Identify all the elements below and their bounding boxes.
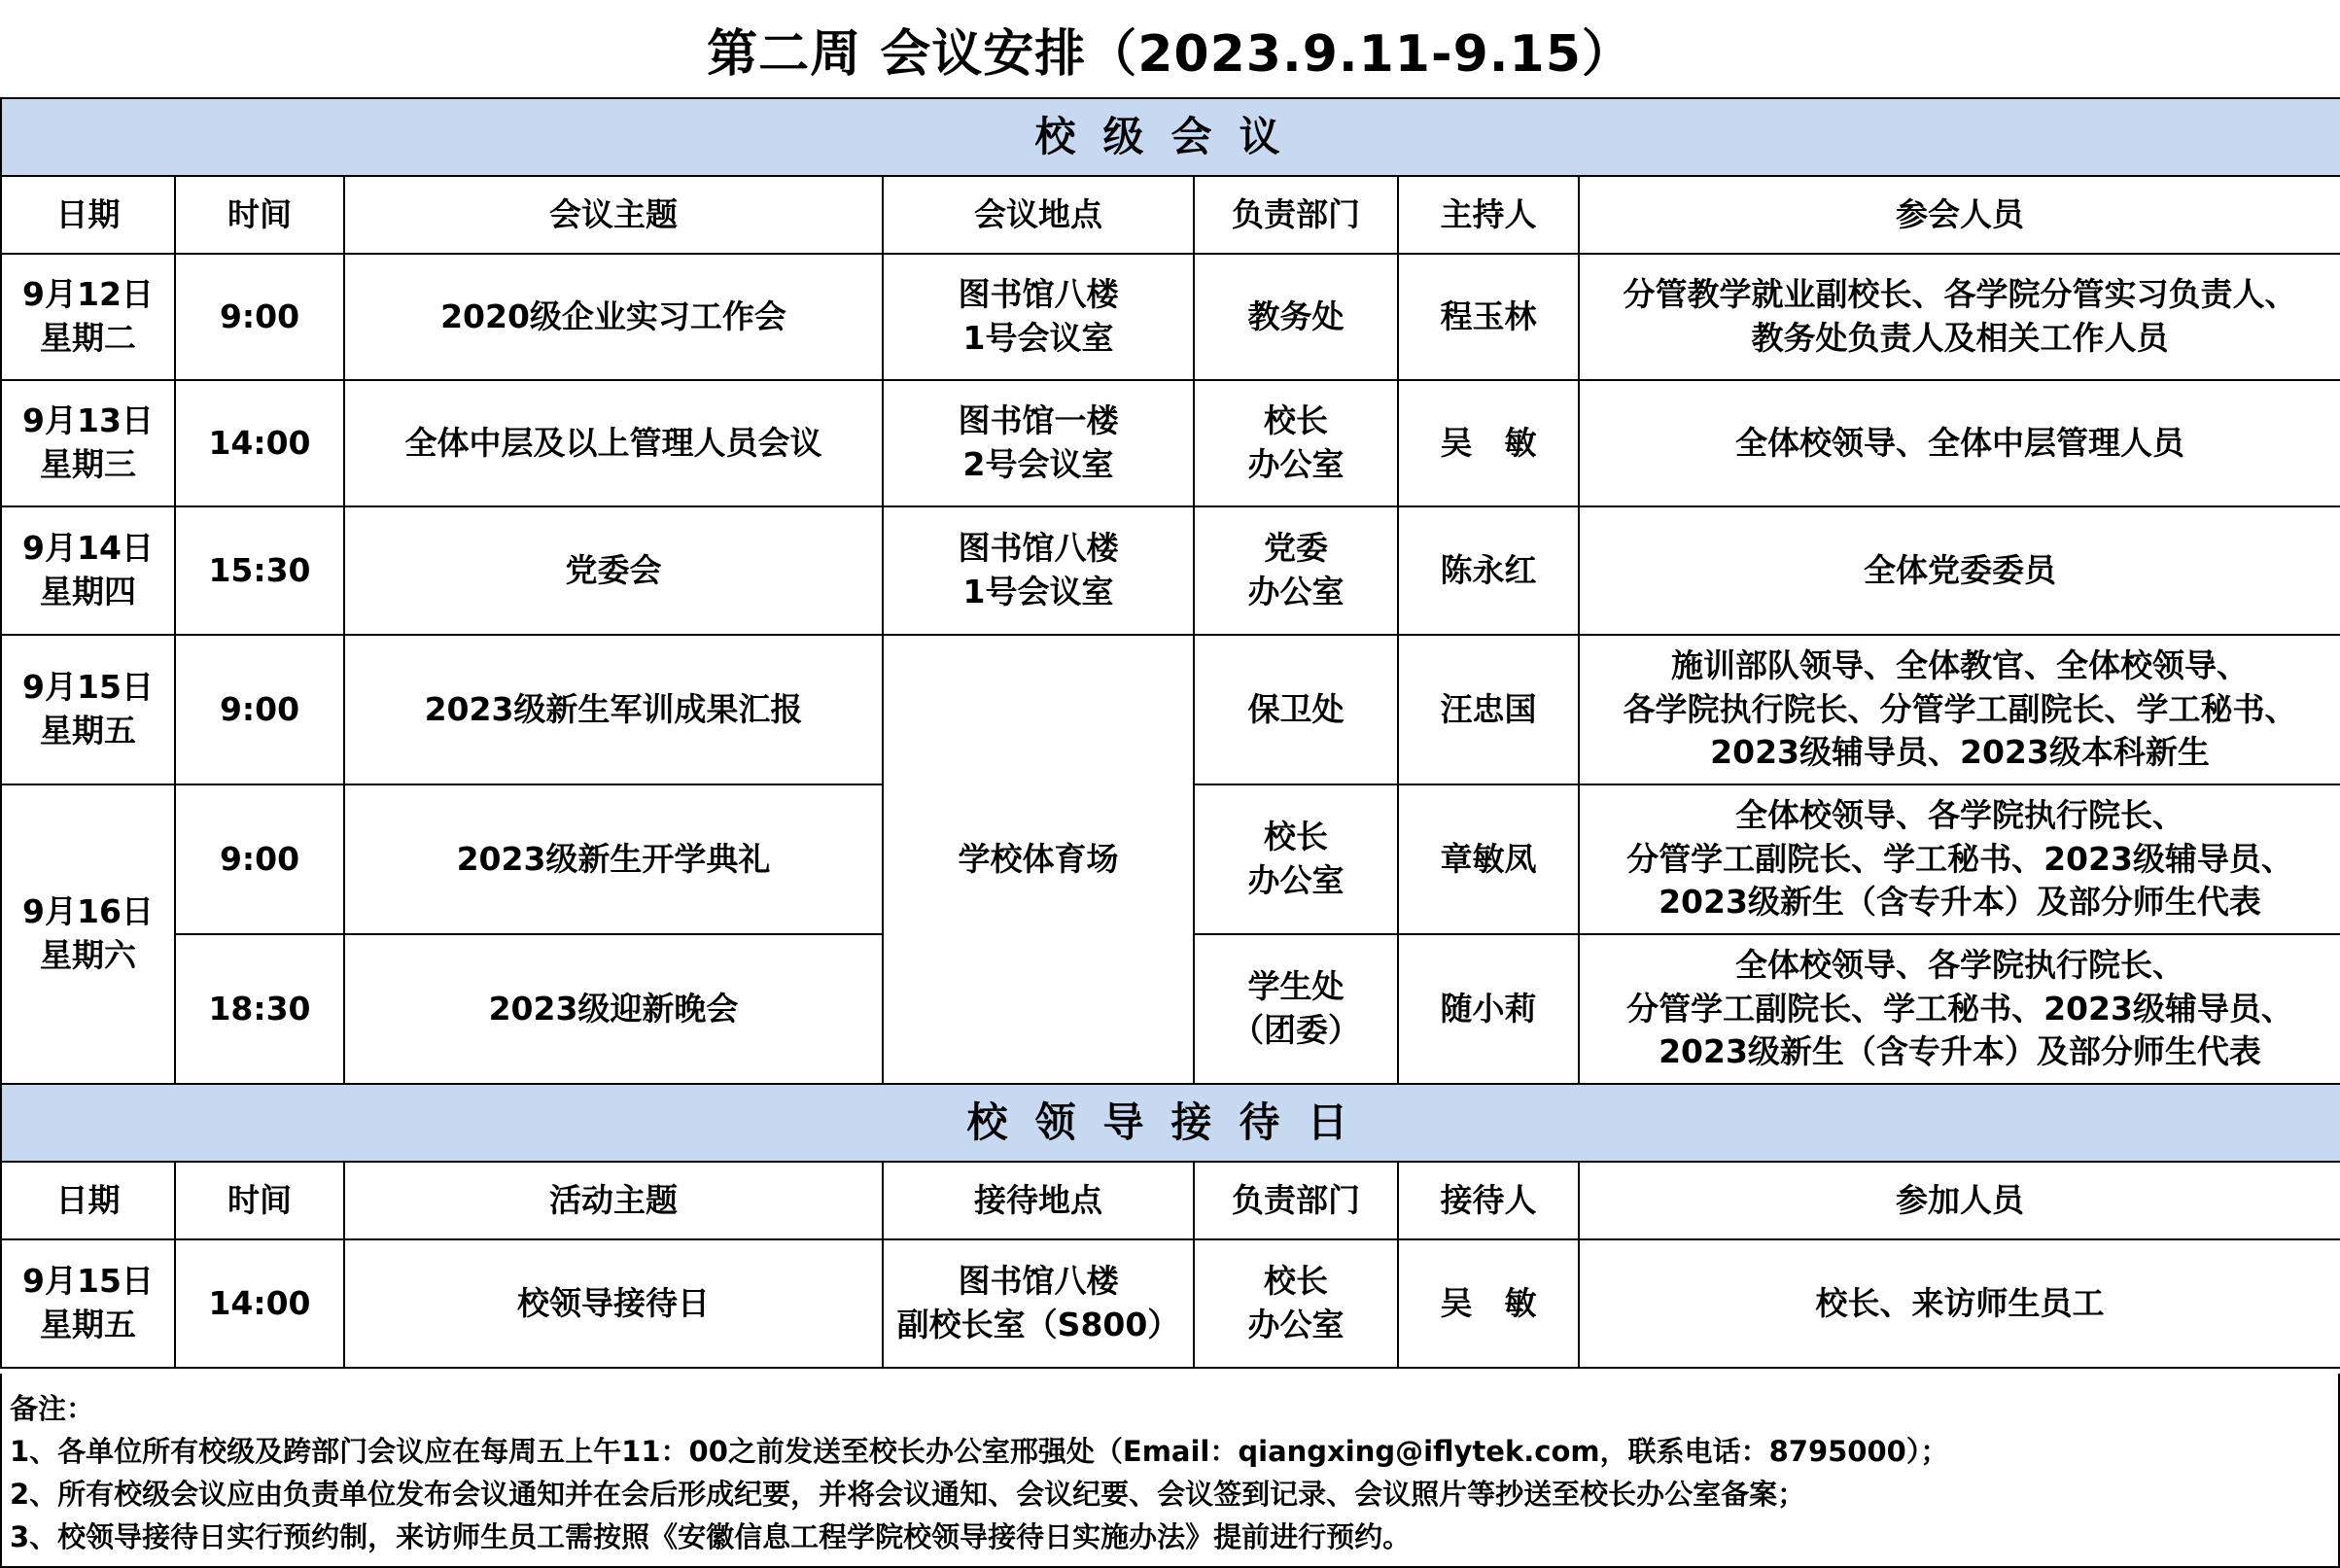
dept-cell: 学生处 （团委） (1194, 934, 1398, 1084)
host-cell: 陈永红 (1398, 506, 1579, 635)
column-header: 参会人员 (1579, 176, 2340, 254)
table-row (1, 1239, 2340, 1368)
topic-cell: 全体中层及以上管理人员会议 (344, 380, 883, 506)
time-cell: 18:30 (175, 934, 344, 1084)
column-header: 参加人员 (1579, 1162, 2340, 1239)
column-header: 时间 (175, 1162, 344, 1239)
column-header: 日期 (1, 176, 175, 254)
note-item: 2、所有校级会议应由负责单位发布会议通知并在会后形成纪要，并将会议通知、会议纪要、会议签到记录、会议照片等抄送至校长办公室备案； (10, 1478, 1806, 1511)
note-item: 3、校领导接待日实行预约制，来访师生员工需按照《安徽信息工程学院校领导接待日实施办法》提前进行预约。 (10, 1520, 1412, 1553)
dept-cell: 党委 办公室 (1194, 506, 1398, 635)
host-cell: 吴 敏 (1398, 380, 1579, 506)
schedule-table (0, 97, 2340, 1369)
column-header: 会议主题 (344, 176, 883, 254)
host-cell: 吴 敏 (1398, 1239, 1579, 1368)
host-cell: 随小莉 (1398, 934, 1579, 1084)
dept-cell: 校长 办公室 (1194, 1239, 1398, 1368)
section-header-school-meetings (1, 98, 2340, 176)
topic-cell: 2020级企业实习工作会 (344, 254, 883, 380)
date-cell: 9月16日 星期六 (1, 784, 175, 1084)
table-row (1, 254, 2340, 380)
section-title: 校级会议 (1, 98, 2340, 176)
date-cell: 9月15日 星期五 (1, 635, 175, 784)
column-header: 接待地点 (883, 1162, 1194, 1239)
column-header: 接待人 (1398, 1162, 1579, 1239)
location-cell: 图书馆八楼 副校长室（S800） (883, 1239, 1194, 1368)
host-cell: 程玉林 (1398, 254, 1579, 380)
attendees-cell: 施训部队领导、全体教官、全体校领导、 各学院执行院长、分管学工副院长、学工秘书、 2023级辅导员、2023级本科新生 (1579, 635, 2340, 784)
dept-cell: 保卫处 (1194, 635, 1398, 784)
attendees-cell: 分管教学就业副校长、各学院分管实习负责人、 教务处负责人及相关工作人员 (1579, 254, 2340, 380)
attendees-cell: 校长、来访师生员工 (1579, 1239, 2340, 1368)
column-header: 会议地点 (883, 176, 1194, 254)
dept-cell: 校长 办公室 (1194, 784, 1398, 934)
column-header-row (1, 1162, 2340, 1239)
date-cell: 9月14日 星期四 (1, 506, 175, 635)
location-cell: 图书馆一楼 2号会议室 (883, 380, 1194, 506)
attendees-cell: 全体校领导、各学院执行院长、 分管学工副院长、学工秘书、2023级辅导员、 2023级新生（含专升本）及部分师生代表 (1579, 934, 2340, 1084)
topic-cell: 党委会 (344, 506, 883, 635)
table-row (1, 380, 2340, 506)
column-header: 活动主题 (344, 1162, 883, 1239)
column-header: 时间 (175, 176, 344, 254)
location-cell: 图书馆八楼 1号会议室 (883, 506, 1194, 635)
time-cell: 9:00 (175, 635, 344, 784)
notes-label: 备注： (10, 1392, 95, 1425)
dept-cell: 校长 办公室 (1194, 380, 1398, 506)
note-item: 1、各单位所有校级及跨部门会议应在每周五上午11：00之前发送至校长办公室邢强处（Email：qiangxing@iflytek.com，联系电话：8795000）； (10, 1435, 1949, 1468)
time-cell: 9:00 (175, 784, 344, 934)
column-header: 负责部门 (1194, 176, 1398, 254)
attendees-cell: 全体党委委员 (1579, 506, 2340, 635)
section-title: 校领导接待日 (1, 1084, 2340, 1162)
table-row (1, 506, 2340, 635)
attendees-cell: 全体校领导、全体中层管理人员 (1579, 380, 2340, 506)
time-cell: 9:00 (175, 254, 344, 380)
column-header-row (1, 176, 2340, 254)
topic-cell: 校领导接待日 (344, 1239, 883, 1368)
topic-cell: 2023级迎新晚会 (344, 934, 883, 1084)
date-cell: 9月15日 星期五 (1, 1239, 175, 1368)
time-cell: 14:00 (175, 380, 344, 506)
column-header: 主持人 (1398, 176, 1579, 254)
notes-section (0, 1374, 2340, 1568)
topic-cell: 2023级新生开学典礼 (344, 784, 883, 934)
column-header: 日期 (1, 1162, 175, 1239)
table-row (1, 635, 2340, 784)
dept-cell: 教务处 (1194, 254, 1398, 380)
host-cell: 章敏凤 (1398, 784, 1579, 934)
section-header-reception (1, 1084, 2340, 1162)
column-header: 负责部门 (1194, 1162, 1398, 1239)
topic-cell: 2023级新生军训成果汇报 (344, 635, 883, 784)
location-cell: 图书馆八楼 1号会议室 (883, 254, 1194, 380)
attendees-cell: 全体校领导、各学院执行院长、 分管学工副院长、学工秘书、2023级辅导员、 2023级新生（含专升本）及部分师生代表 (1579, 784, 2340, 934)
time-cell: 14:00 (175, 1239, 344, 1368)
host-cell: 汪忠国 (1398, 635, 1579, 784)
date-cell: 9月12日 星期二 (1, 254, 175, 380)
date-cell: 9月13日 星期三 (1, 380, 175, 506)
location-cell: 学校体育场 (883, 635, 1194, 1084)
time-cell: 15:30 (175, 506, 344, 635)
page-title: 第二周 会议安排（2023.9.11-9.15） (707, 24, 1633, 84)
